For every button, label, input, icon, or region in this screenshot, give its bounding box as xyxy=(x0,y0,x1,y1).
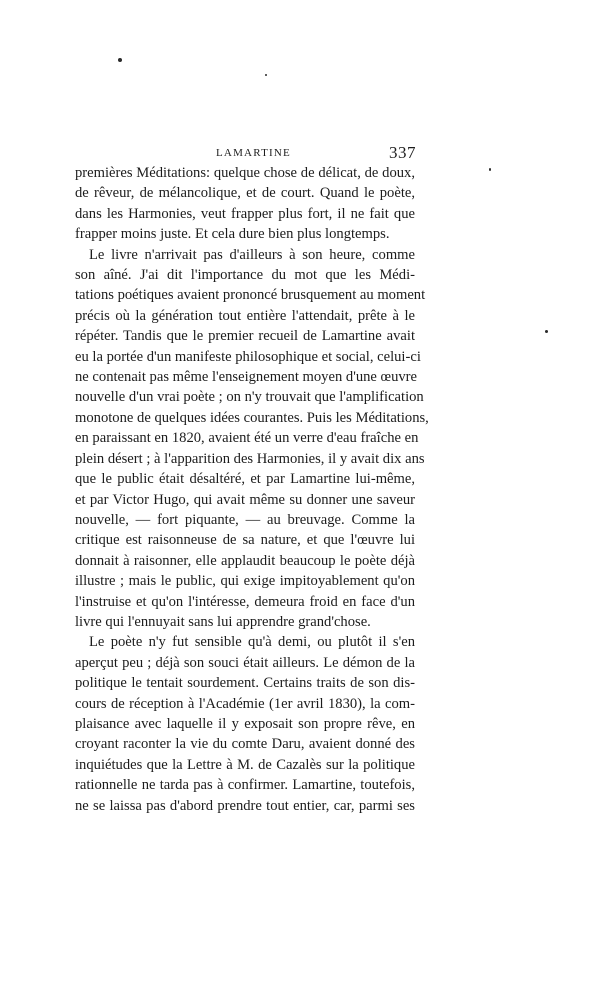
text-line: livre qui l'ennuyait sans lui apprendre grand'chose. xyxy=(75,613,371,630)
text-line: de rêveur, de mélancolique, et de court. Quand le poète, xyxy=(75,185,415,202)
text-line: Le poète n'y fut sensible qu'à demi, ou plutôt il s'en xyxy=(89,634,415,651)
text-line: monotone de quelques idées courantes. Puis les Méditations, xyxy=(75,409,429,426)
text-line: nouvelle d'un vrai poète ; on n'y trouvait que l'amplification xyxy=(75,389,424,406)
text-line: illustre ; mais le public, qui exige impitoyablement qu'on xyxy=(75,573,415,590)
running-title: LAMARTINE xyxy=(216,147,291,159)
text-line: tations poétiques avaient prononcé brusquement au moment xyxy=(75,287,426,304)
text-line: premières Méditations: quelque chose de délicat, de doux, xyxy=(75,165,415,181)
ink-speck xyxy=(545,330,548,333)
text-line: eu la portée d'un manifeste philosophique et social, celui-ci xyxy=(75,348,421,365)
ink-speck xyxy=(265,74,267,76)
text-line: répéter. Tandis que le premier recueil de Lamartine avait xyxy=(75,328,415,345)
text-line: et par Victor Hugo, qui avait même su donner une saveur xyxy=(75,491,415,508)
text-line: frapper moins juste. Et cela dure bien plus longtemps. xyxy=(75,226,390,243)
text-line: cours de réception à l'Académie (1er avril 1830), la com- xyxy=(75,695,415,712)
text-line: inquiétudes que la Lettre à M. de Cazalès sur la politique xyxy=(75,756,415,773)
text-line: politique le tentait sourdement. Certains traits de son dis- xyxy=(75,675,415,692)
text-line: nouvelle, — fort piquante, — au breuvage. Comme la xyxy=(75,511,415,528)
page-number: 337 xyxy=(389,143,416,162)
text-line: dans les Harmonies, veut frapper plus fort, il ne fait que xyxy=(75,205,415,222)
text-line: en paraissant en 1820, avaient été un verre d'eau fraîche en xyxy=(75,430,419,447)
text-line: que le public était désaltéré, et par Lamartine lui-même, xyxy=(75,471,415,488)
text-line: rationnelle ne tarda pas à confirmer. Lamartine, toutefois, xyxy=(75,777,415,794)
text-line: plein désert ; à l'apparition des Harmonies, il y avait dix ans xyxy=(75,450,425,467)
text-line: critique est raisonneuse de sa nature, et que l'œuvre lui xyxy=(75,532,415,549)
text-line: aperçut peu ; déjà son souci était ailleurs. Le démon de la xyxy=(75,654,415,671)
text-line: précis où la génération tout entière l'attendait, prête à le xyxy=(75,307,415,324)
text-line: ne se laissa pas d'abord prendre tout entier, car, parmi ses xyxy=(75,797,415,814)
text-line: donnait à raisonner, elle applaudit beaucoup le poète déjà xyxy=(75,552,415,569)
body-text xyxy=(75,163,429,816)
text-line: ne contenait pas même l'enseignement moyen d'une œuvre xyxy=(75,369,418,386)
text-line: son aîné. J'ai dit l'importance du mot que les Médi- xyxy=(75,267,415,284)
ink-speck xyxy=(118,58,122,62)
ink-speck xyxy=(489,168,491,171)
text-line: croyant raconter la vie du comte Daru, avaient donné des xyxy=(75,736,415,753)
text-line: l'instruise et qu'on l'intéresse, demeura froid en face d'un xyxy=(75,593,415,610)
text-line: plaisance avec laquelle il y exposait son propre rêve, en xyxy=(75,715,415,732)
text-line: Le livre n'arrivait pas d'ailleurs à son heure, comme xyxy=(89,246,415,263)
